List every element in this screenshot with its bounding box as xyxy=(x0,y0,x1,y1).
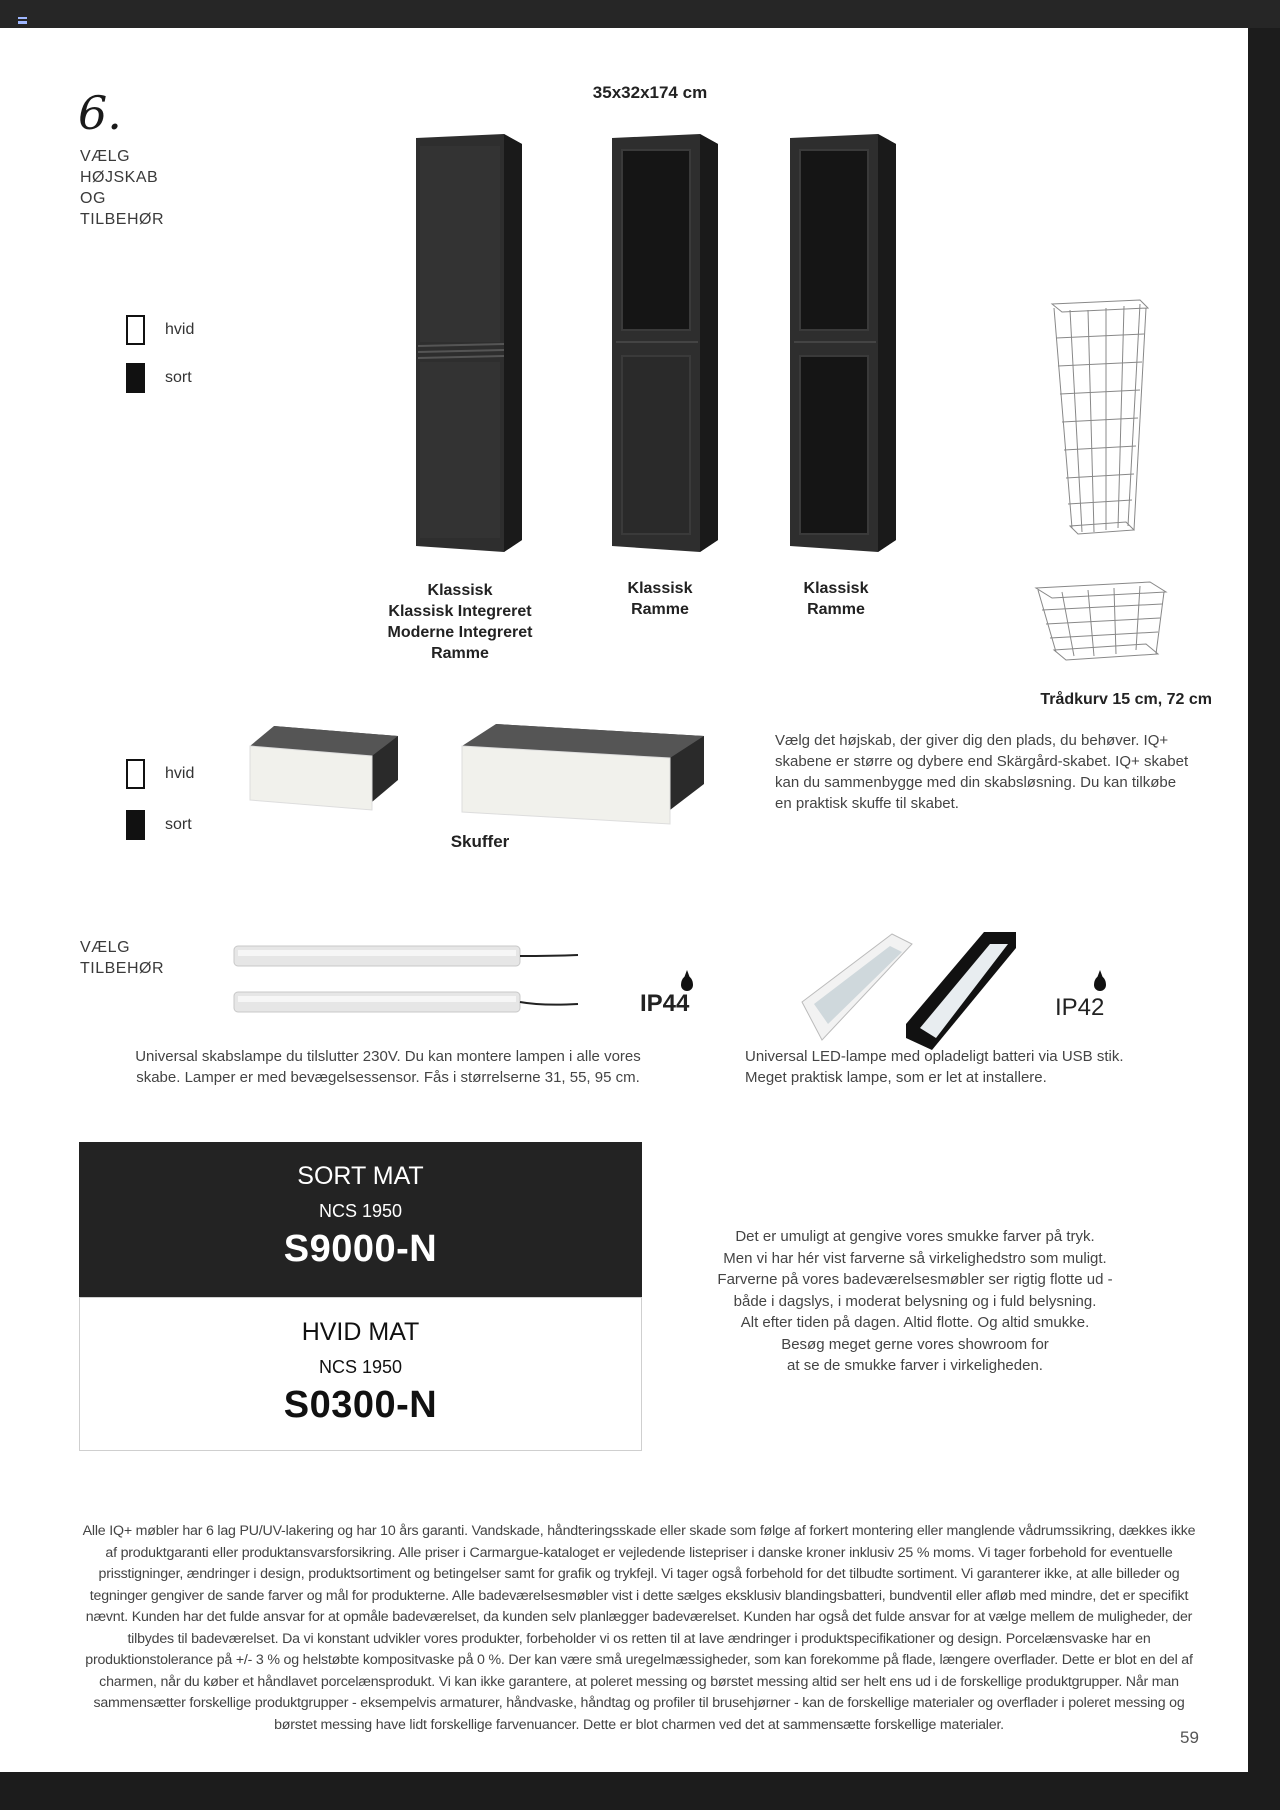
lamp2-description: Universal LED-lampe med opladeligt batteri via USB stik. Meget praktisk lampe, som er let at installere. xyxy=(745,1048,1124,1086)
wire-basket-short-image xyxy=(1032,578,1172,664)
water-drop-icon xyxy=(681,976,693,991)
cabinet-label-line: Ramme xyxy=(631,601,689,618)
drawer-large-image xyxy=(460,722,706,828)
ip-rating-lamp1: IP44 xyxy=(640,990,690,1017)
color-note xyxy=(690,1226,1140,1377)
water-drop-icon xyxy=(1094,976,1106,991)
cabinet-label-line: Ramme xyxy=(807,601,865,618)
color-name: SORT MAT xyxy=(297,1162,424,1190)
swatch-label: sort xyxy=(165,369,192,386)
menu-icon[interactable] xyxy=(18,17,27,24)
cabinet-label-line: Klassisk xyxy=(627,580,693,597)
step-number: 6. xyxy=(78,86,122,140)
wire-basket-tall-image xyxy=(1050,298,1150,543)
cabinet-label-1 xyxy=(360,580,560,664)
ip-rating-lamp2: IP42 xyxy=(1055,994,1105,1021)
step-title-line: HØJSKAB xyxy=(80,169,159,186)
swatch-option-black[interactable] xyxy=(126,363,192,393)
strip-lamp-image xyxy=(232,936,582,1028)
cabinet-label-line: Moderne Integreret xyxy=(387,624,533,641)
step-title-line: VÆLG xyxy=(80,148,131,165)
color-ncs: NCS 1950 xyxy=(318,1201,403,1221)
accessories-title-line: TILBEHØR xyxy=(80,960,165,977)
color-note-line: Farverne på vores badeværelsesmøbler ser rigtig flotte ud - xyxy=(717,1271,1113,1288)
viewer-toolbar xyxy=(0,0,1280,28)
disclaimer-text: Alle IQ+ møbler har 6 lag PU/UV-lakering og har 10 års garanti. Vandskade, håndteringsskade eller skade som følge af forkert montering eller manglende vådrumssikring, dækkes ikke af produktgaranti eller produktansvarsforsikring. Alle priser i Carmargue-kataloget er vejledende listepriser i danske kroner inklusiv 25 % moms. Vi tager forbehold for eventuelle prisstigninger, ændringer i design, produktsortiment og betingelser samt for grafik og trykfejl. Vi tager også forbehold for det tilbudte sortiment. Vi garanterer ikke, at alle billeder og tegninger gengiver de sande farver og mål for produkterne. Alle badeværelsesmøbler vist i dette sælges eksklusiv blandingsbatteri, bundventil eller afløb med mindre, det er specifikt nævnt. Kunden har det fulde ansvar for at opmåle badeværelset, da kunden selv planlægger badeværelset. Kunden har også det fulde ansvar for at vælge mellem de muligheder, der tilbydes til badeværelset. Da vi konstant udvikler vores produkter, forbeholder vi os retten til at lave ændringer i produktspecifikationer og design. Porcelænsvaske har en produktionstolerance på +/- 3 % og helstøbte kompositvaske på 0 %. Der kan være små uregelmæssigheder, som kan forekomme på flade, længere overflader. Dette er blot en del af charmen, når du køber et håndlavet porcelænsprodukt. Vi kan ikke garantere, at poleret messing og børstet messing altid ser helt ens ud i de forskellige produktgrupper. Når man sammensætter forskellige produktgrupper - eksempelvis armaturer, håndvaske, håndtag og profiler til brusehjørner - kan de forskellige materialer og overflader i poleret messing og børstet messing have lidt forskellige farvenuancer. Dette er blot charmen ved det at sammensætte forskellige materialer. xyxy=(82,1523,1196,1733)
step-title-line: TILBEHØR xyxy=(80,211,165,228)
cabinet-label-line: Klassisk Integreret xyxy=(388,603,532,620)
accessories-title-line: VÆLG xyxy=(80,939,131,956)
swatch-label: hvid xyxy=(165,321,195,338)
color-note-line: at se de smukke farver i virkeligheden. xyxy=(787,1357,1043,1374)
color-box-black-matte xyxy=(79,1142,642,1297)
swatch-label: hvid xyxy=(165,765,195,782)
color-code: S9000-N xyxy=(283,1228,438,1270)
accessories-title xyxy=(80,937,200,979)
color-note-line: Det er umuligt at gengive vores smukke farver på tryk. xyxy=(735,1228,1095,1245)
white-swatch[interactable] xyxy=(126,315,145,345)
cabinet-classic-image xyxy=(416,134,522,552)
cabinet-label-line: Klassisk xyxy=(427,582,493,599)
color-note-line: Men vi har hér vist farverne så virkelighedstro som muligt. xyxy=(723,1249,1107,1267)
black-swatch[interactable] xyxy=(126,810,145,840)
cabinet-label-line: Klassisk xyxy=(803,580,869,597)
cabinet-label-3 xyxy=(756,578,916,620)
drawer-swatch-option-black[interactable] xyxy=(126,810,192,840)
page-number: 59 xyxy=(1180,1728,1199,1747)
cabinet-label-line: Ramme xyxy=(431,645,489,662)
drawer-swatch-option-white[interactable] xyxy=(126,759,194,789)
color-name: HVID MAT xyxy=(301,1318,420,1346)
catalog-page xyxy=(0,28,1248,1772)
black-swatch[interactable] xyxy=(126,363,145,393)
color-box-white-matte xyxy=(79,1297,642,1451)
led-lamp-image xyxy=(798,928,1018,1052)
cabinet-frame-glass-image xyxy=(790,134,896,552)
wire-basket-label: Trådkurv 15 cm, 72 cm xyxy=(1040,691,1212,708)
drawer-small-image xyxy=(248,724,400,814)
swatch-label: sort xyxy=(165,816,192,833)
color-note-line: både i dagslys, i moderat belysning og i fuld belysning. xyxy=(733,1292,1097,1310)
cabinet-label-2 xyxy=(580,578,740,620)
color-code: S0300-N xyxy=(283,1384,438,1426)
color-note-line: Besøg meget gerne vores showroom for xyxy=(781,1335,1049,1353)
drawers-label: Skuffer xyxy=(450,832,510,851)
swatch-option-white[interactable] xyxy=(126,315,194,345)
lamp1-description: Universal skabslampe du tilslutter 230V. Du kan montere lampen i alle vores skabe. Lamper er med bevægelsessensor. Fås i størrelserne 31, 55, 95 cm. xyxy=(135,1048,641,1086)
cabinet-dimensions: 35x32x174 cm xyxy=(592,83,708,102)
color-ncs: NCS 1950 xyxy=(318,1357,403,1377)
white-swatch[interactable] xyxy=(126,759,145,789)
step-title-line: OG xyxy=(80,190,106,207)
cabinet-frame-image xyxy=(612,134,718,552)
color-note-line: Alt efter tiden på dagen. Altid flotte. Og altid smukke. xyxy=(740,1314,1090,1331)
step-title xyxy=(80,146,200,230)
cabinet-description: Vælg det højskab, der giver dig den plads, du behøver. IQ+ skabene er større og dybere end Skärgård-skabet. IQ+ skabet kan du sammenbygge med din skabsløsning. Du kan tilkøbe en praktisk skuffe til skabet. xyxy=(775,732,1189,812)
